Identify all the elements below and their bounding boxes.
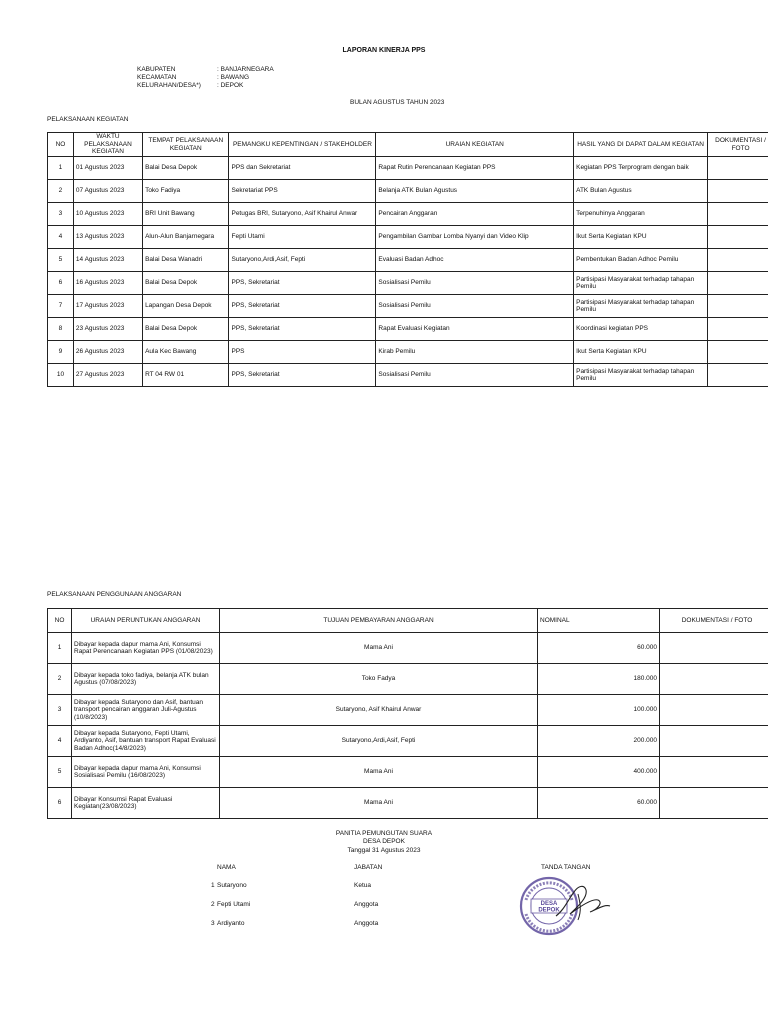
table-row xyxy=(48,633,768,664)
col-no: NO xyxy=(48,133,74,157)
cell-uraian: Rapat Evaluasi Kegiatan xyxy=(376,318,574,341)
cell-tujuan: Mama Ani xyxy=(220,757,538,788)
cell-waktu: 14 Agustus 2023 xyxy=(73,249,142,272)
info-value-kabupaten: : BANJARNEGARA xyxy=(217,66,274,73)
cell-dokumentasi xyxy=(660,664,768,695)
budget-header-row xyxy=(48,609,768,633)
cell-waktu: 16 Agustus 2023 xyxy=(73,272,142,295)
cell-uraian: Sosialisasi Pemilu xyxy=(376,295,574,318)
cell-dokumentasi xyxy=(708,272,768,295)
cell-dokumentasi xyxy=(708,180,768,203)
signer-number: 3 xyxy=(211,920,215,927)
footer-village: DESA DEPOK xyxy=(363,838,405,845)
cell-stakeholder: Fepti Utami xyxy=(229,226,376,249)
cell-dokumentasi xyxy=(660,633,768,664)
cell-tujuan: Sutaryono, Asif Khairul Anwar xyxy=(220,695,538,726)
cell-waktu: 10 Agustus 2023 xyxy=(73,203,142,226)
cell-no: 5 xyxy=(48,249,74,272)
cell-nominal: 400.000 xyxy=(538,757,660,788)
cell-no: 1 xyxy=(48,157,74,180)
cell-dokumentasi xyxy=(660,695,768,726)
cell-tempat: Balai Desa Depok xyxy=(143,318,229,341)
cell-nominal: 180.000 xyxy=(538,664,660,695)
cell-stakeholder: PPS, Sekretariat xyxy=(229,272,376,295)
budget-section-title: PELAKSANAAN PENGGUNAAN ANGGARAN xyxy=(47,591,182,598)
cell-stakeholder: Sutaryono,Ardi,Asif, Fepti xyxy=(229,249,376,272)
cell-dokumentasi xyxy=(660,726,768,757)
svg-text:DESA: DESA xyxy=(540,901,558,907)
cell-stakeholder: PPS, Sekretariat xyxy=(229,318,376,341)
activities-section-title: PELAKSANAAN KEGIATAN xyxy=(47,116,129,123)
col-dokumentasi: DOKUMENTASI / FOTO xyxy=(660,609,768,633)
budget-table xyxy=(47,608,768,819)
cell-tempat: Balai Desa Wanadri xyxy=(143,249,229,272)
cell-no: 7 xyxy=(48,295,74,318)
col-uraian: URAIAN KEGIATAN xyxy=(376,133,574,157)
col-waktu: WAKTU PELAKSANAAN KEGIATAN xyxy=(73,133,142,157)
col-hasil: HASIL YANG DI DAPAT DALAM KEGIATAN xyxy=(574,133,708,157)
table-row xyxy=(48,157,768,180)
table-row xyxy=(48,788,768,819)
cell-hasil: Partisipasi Masyarakat terhadap tahapan Pemilu xyxy=(574,295,708,318)
cell-tempat: Aula Kec Bawang xyxy=(143,341,229,364)
cell-tempat: Alun-Alun Banjarnegara xyxy=(143,226,229,249)
table-row xyxy=(48,664,768,695)
cell-no: 10 xyxy=(48,364,74,387)
cell-hasil: ATK Bulan Agustus xyxy=(574,180,708,203)
cell-tujuan: Sutaryono,Ardi,Asif, Fepti xyxy=(220,726,538,757)
activities-table xyxy=(47,132,768,387)
cell-dokumentasi xyxy=(708,157,768,180)
footer-date: Tanggal 31 Agustus 2023 xyxy=(347,847,421,854)
cell-dokumentasi xyxy=(708,226,768,249)
cell-uraian: Pengambilan Gambar Lomba Nyanyi dan Video Klip xyxy=(376,226,574,249)
cell-waktu: 01 Agustus 2023 xyxy=(73,157,142,180)
cell-hasil: Ikut Serta Kegiatan KPU xyxy=(574,226,708,249)
svg-text:DEPOK: DEPOK xyxy=(538,907,560,914)
cell-hasil: Ikut Serta Kegiatan KPU xyxy=(574,341,708,364)
cell-stakeholder: PPS, Sekretariat xyxy=(229,364,376,387)
col-no: NO xyxy=(48,609,72,633)
table-row xyxy=(48,318,768,341)
cell-tujuan: Mama Ani xyxy=(220,633,538,664)
cell-stakeholder: PPS xyxy=(229,341,376,364)
cell-uraian: Kirab Pemilu xyxy=(376,341,574,364)
cell-uraian: Sosialisasi Pemilu xyxy=(376,272,574,295)
cell-dokumentasi xyxy=(708,364,768,387)
cell-uraian-peruntukan: Dibayar kepada Sutaryono dan Asif, bantuan transport pencairan anggaran Juli-Agustus (10/8/2023) xyxy=(72,695,220,726)
cell-no: 1 xyxy=(48,633,72,664)
cell-tempat: Balai Desa Depok xyxy=(143,157,229,180)
cell-tujuan: Toko Fadya xyxy=(220,664,538,695)
cell-no: 3 xyxy=(48,695,72,726)
cell-uraian-peruntukan: Dibayar kepada toko fadiya, belanja ATK bulan Agustus (07/08/2023) xyxy=(72,664,220,695)
cell-stakeholder: Petugas BRI, Sutaryono, Asif Khairul Anwar xyxy=(229,203,376,226)
cell-tempat: Balai Desa Depok xyxy=(143,272,229,295)
cell-waktu: 23 Agustus 2023 xyxy=(73,318,142,341)
cell-tujuan: Mama Ani xyxy=(220,788,538,819)
cell-uraian-peruntukan: Dibayar kepada Sutaryono, Fepti Utami, Ardiyanto, Asif, bantuan transport Rapat Evaluasi Badan Adhoc(14/8/2023) xyxy=(72,726,220,757)
cell-dokumentasi xyxy=(708,249,768,272)
cell-waktu: 17 Agustus 2023 xyxy=(73,295,142,318)
info-value-kecamatan: : BAWANG xyxy=(217,74,250,81)
table-row xyxy=(48,180,768,203)
signer-name: Fepti Utami xyxy=(217,901,251,908)
col-tujuan: TUJUAN PEMBAYARAN ANGGARAN xyxy=(220,609,538,633)
cell-no: 6 xyxy=(48,272,74,295)
cell-no: 3 xyxy=(48,203,74,226)
table-row xyxy=(48,364,768,387)
report-title: LAPORAN KINERJA PPS xyxy=(342,47,426,54)
cell-hasil: Terpenuhinya Anggaran xyxy=(574,203,708,226)
cell-uraian: Sosialisasi Pemilu xyxy=(376,364,574,387)
report-period: BULAN AGUSTUS TAHUN 2023 xyxy=(350,99,445,106)
table-row xyxy=(48,203,768,226)
info-label-kecamatan: KECAMATAN xyxy=(137,74,177,81)
cell-no: 8 xyxy=(48,318,74,341)
signer-name: Ardiyanto xyxy=(217,920,245,927)
cell-nominal: 200.000 xyxy=(538,726,660,757)
cell-stakeholder: Sekretariat PPS xyxy=(229,180,376,203)
table-row xyxy=(48,295,768,318)
table-row xyxy=(48,226,768,249)
col-uraian-peruntukan: URAIAN PERUNTUKAN ANGGARAN xyxy=(72,609,220,633)
cell-no: 2 xyxy=(48,664,72,695)
cell-tempat: BRI Unit Bawang xyxy=(143,203,229,226)
table-row xyxy=(48,757,768,788)
cell-hasil: Pembentukan Badan Adhoc Pemilu xyxy=(574,249,708,272)
cell-dokumentasi xyxy=(708,318,768,341)
cell-uraian-peruntukan: Dibayar Konsumsi Rapat Evaluasi Kegiatan(23/08/2023) xyxy=(72,788,220,819)
cell-dokumentasi xyxy=(660,788,768,819)
cell-dokumentasi xyxy=(708,295,768,318)
cell-hasil: Kegiatan PPS Terprogram dengan baik xyxy=(574,157,708,180)
col-nominal: NOMINAL xyxy=(538,609,660,633)
footer-col-name: NAMA xyxy=(217,864,236,871)
signer-number: 2 xyxy=(211,901,215,908)
cell-hasil: Koordinasi kegiatan PPS xyxy=(574,318,708,341)
cell-stakeholder: PPS, Sekretariat xyxy=(229,295,376,318)
cell-dokumentasi xyxy=(708,203,768,226)
signer-position: Anggota xyxy=(354,920,379,927)
cell-uraian: Rapat Rutin Perencanaan Kegiatan PPS xyxy=(376,157,574,180)
signer-position: Ketua xyxy=(354,882,371,889)
footer-col-signature: TANDA TANGAN xyxy=(541,864,591,871)
info-label-kabupaten: KABUPATEN xyxy=(137,66,176,73)
cell-nominal: 60.000 xyxy=(538,633,660,664)
cell-no: 4 xyxy=(48,226,74,249)
cell-dokumentasi xyxy=(660,757,768,788)
cell-no: 4 xyxy=(48,726,72,757)
cell-dokumentasi xyxy=(708,341,768,364)
table-row xyxy=(48,695,768,726)
cell-uraian: Belanja ATK Bulan Agustus xyxy=(376,180,574,203)
col-stakeholder: PEMANGKU KEPENTINGAN / STAKEHOLDER xyxy=(229,133,376,157)
col-tempat: TEMPAT PELAKSANAAN KEGIATAN xyxy=(143,133,229,157)
cell-nominal: 100.000 xyxy=(538,695,660,726)
info-value-desa: : DEPOK xyxy=(217,82,244,89)
cell-uraian-peruntukan: Dibayar kepada dapur mama Ani, Konsumsi Sosialisasi Pemilu (16/08/2023) xyxy=(72,757,220,788)
col-dokumentasi: DOKUMENTASI / FOTO xyxy=(708,133,768,157)
cell-tempat: Toko Fadiya xyxy=(143,180,229,203)
cell-uraian: Evaluasi Badan Adhoc xyxy=(376,249,574,272)
table-row xyxy=(48,726,768,757)
cell-no: 2 xyxy=(48,180,74,203)
cell-uraian-peruntukan: Dibayar kepada dapur mama Ani, Konsumsi Rapat Perencanaan Kegiatan PPS (01/08/2023) xyxy=(72,633,220,664)
stamp-icon xyxy=(521,878,577,934)
cell-hasil: Partisipasi Masyarakat terhadap tahapan Pemilu xyxy=(574,364,708,387)
signer-name: Sutaryono xyxy=(217,882,247,889)
cell-no: 5 xyxy=(48,757,72,788)
cell-waktu: 07 Agustus 2023 xyxy=(73,180,142,203)
cell-uraian: Pencairan Anggaran xyxy=(376,203,574,226)
cell-stakeholder: PPS dan Sekretariat xyxy=(229,157,376,180)
cell-no: 9 xyxy=(48,341,74,364)
footer-committee: PANITIA PEMUNGUTAN SUARA xyxy=(335,830,433,837)
cell-waktu: 27 Agustus 2023 xyxy=(73,364,142,387)
info-label-desa: KELURAHAN/DESA*) xyxy=(137,82,201,89)
cell-waktu: 13 Agustus 2023 xyxy=(73,226,142,249)
cell-nominal: 60.000 xyxy=(538,788,660,819)
cell-waktu: 26 Agustus 2023 xyxy=(73,341,142,364)
cell-hasil: Partisipasi Masyarakat terhadap tahapan Pemilu xyxy=(574,272,708,295)
cell-tempat: RT 04 RW 01 xyxy=(143,364,229,387)
footer-col-position: JABATAN xyxy=(354,864,383,871)
activities-header-row xyxy=(48,133,768,157)
table-row xyxy=(48,341,768,364)
cell-tempat: Lapangan Desa Depok xyxy=(143,295,229,318)
table-row xyxy=(48,272,768,295)
signer-position: Anggota xyxy=(354,901,379,908)
stamp-signature-image xyxy=(516,870,612,940)
signer-number: 1 xyxy=(211,882,215,889)
table-row xyxy=(48,249,768,272)
cell-no: 6 xyxy=(48,788,72,819)
